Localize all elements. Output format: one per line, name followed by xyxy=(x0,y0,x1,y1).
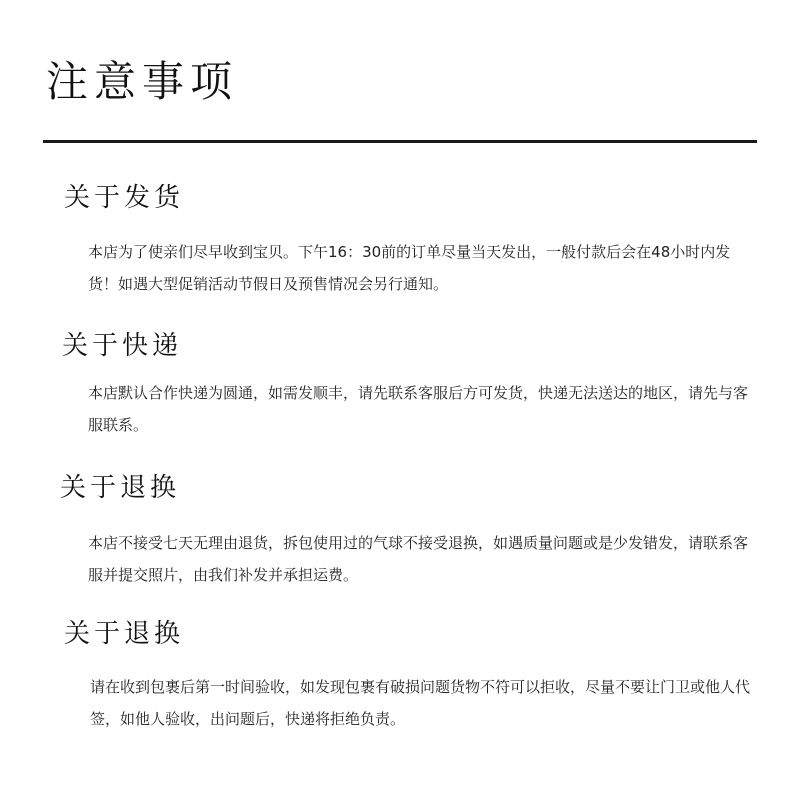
section-heading-courier: 关于快递 xyxy=(62,331,183,361)
section-body-shipping: 本店为了使亲们尽早收到宝贝。下午16：30前的订单尽量当天发出，一般付款后会在48小时内发货！如遇大型促销活动节假日及预售情况会另行通知。 xyxy=(88,243,731,293)
page-title: 注意事项 xyxy=(46,57,239,106)
section-body-inspection: 请在收到包裹后第一时间验收，如发现包裹有破损问题货物不符可以拒收，尽量不要让门卫或他人代签，如他人验收，出问题后，快递将拒绝负责。 xyxy=(90,678,751,728)
section-heading-shipping: 关于发货 xyxy=(64,183,185,213)
title-divider xyxy=(43,140,757,143)
section-body-returns: 本店不接受七天无理由退货，拆包使用过的气球不接受退换，如遇质量问题或是少发错发，请联系客服并提交照片，由我们补发并承担运费。 xyxy=(88,534,749,584)
section-body-courier: 本店默认合作快递为圆通，如需发顺丰，请先联系客服后方可发货，快递无法送达的地区，请先与客服联系。 xyxy=(88,384,749,434)
section-heading-returns: 关于退换 xyxy=(60,473,181,503)
section-heading-inspection: 关于退换 xyxy=(64,619,185,649)
